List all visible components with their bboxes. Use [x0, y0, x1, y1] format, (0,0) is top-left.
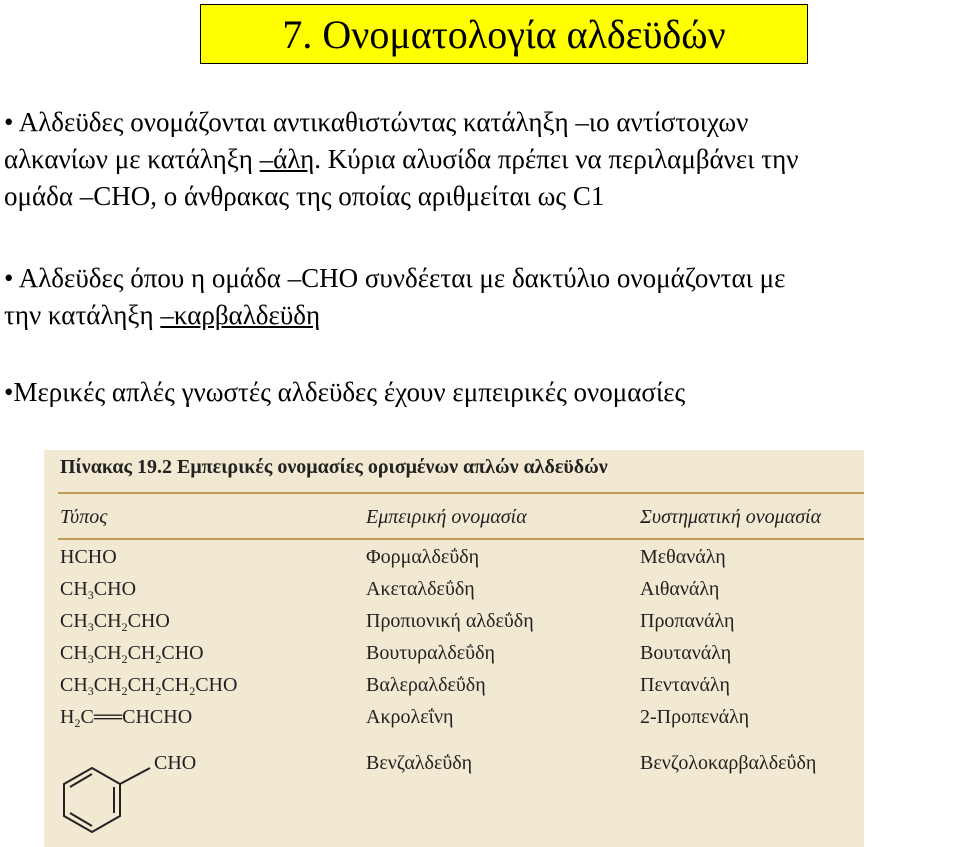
title-box — [200, 4, 808, 64]
systematic-name-cell: Αιθανάλη — [640, 578, 720, 600]
bullet-3 — [4, 374, 956, 411]
formula-subscript: 3 — [87, 620, 94, 634]
formula-part: CHO — [161, 642, 204, 664]
formula-subscript: 3 — [87, 684, 94, 698]
formula-part: CH — [93, 642, 122, 664]
formula-part: CH — [60, 674, 88, 696]
header-type: Τύπος — [60, 506, 108, 528]
bullet-1 — [4, 104, 956, 215]
formula-part: C══CHCHO — [80, 706, 193, 728]
bullet-1-text-2b: . Κύρια αλυσίδα πρέπει να περιλαμβάνει την — [314, 144, 799, 174]
table-top-rule — [58, 492, 864, 494]
empirical-name-cell: Βουτυραλδεΰδη — [366, 642, 495, 664]
suffix-ali: –άλη — [259, 144, 315, 174]
systematic-name-cell: Μεθανάλη — [640, 546, 726, 568]
formula-part: CH — [60, 642, 88, 664]
benzene-ring-icon — [58, 750, 158, 847]
bullet-2-line-2 — [4, 297, 956, 334]
formula-part: CH — [127, 642, 156, 664]
formula-cell — [60, 642, 204, 665]
formula-part: CH — [93, 674, 122, 696]
formula-subscript: 2 — [121, 620, 128, 634]
systematic-name-cell: Βενζολοκαρβαλδεΰδη — [640, 752, 817, 774]
formula-cell — [60, 610, 170, 633]
bullet-2-line-1 — [4, 260, 956, 297]
formula-part: CH — [60, 578, 88, 600]
empirical-name-cell: Προπιονική αλδεΰδη — [366, 610, 534, 632]
formula-subscript: 2 — [189, 684, 196, 698]
formula-part: CHO — [93, 578, 137, 600]
formula-part: CH — [127, 674, 156, 696]
formula-part: CH — [93, 610, 122, 632]
bullet-marker: • — [4, 377, 14, 407]
formula-part: CHO — [195, 674, 238, 696]
bullet-2-text-1: Αλδεϋδες όπου η ομάδα –CHO συνδέεται με δακτύλιο ονομάζονται με — [18, 263, 786, 293]
bullet-1-line-2 — [4, 141, 956, 178]
bullet-3-text: Μερικές απλές γνωστές αλδεϋδες έχουν εμπειρικές ονομασίες — [13, 377, 686, 407]
formula-part: CH — [161, 674, 190, 696]
table-header-rule — [58, 538, 864, 540]
formula-cell: CHO — [154, 752, 197, 774]
bullet-marker: • — [4, 107, 14, 137]
systematic-name-cell: 2-Προπενάλη — [640, 706, 750, 728]
formula-cell — [60, 706, 192, 729]
header-systematic: Συστηματική ονομασία — [640, 506, 822, 528]
empirical-name-cell: Ακρολεΐνη — [366, 706, 454, 728]
empirical-name-cell: Βενζαλδεΰδη — [366, 752, 473, 774]
empirical-name-cell: Φορμαλδεΰδη — [366, 546, 480, 568]
empirical-name-cell: Ακεταλδεΰδη — [366, 578, 475, 600]
empirical-name-cell: Βαλεραλδεΰδη — [366, 674, 486, 696]
formula-cell — [60, 546, 117, 569]
bullet-1-text-1: Αλδεϋδες ονομάζονται αντικαθιστώντας κατάληξη –ιο αντίστοιχων — [18, 107, 749, 137]
bullet-1-text-2a: αλκανίων με κατάληξη — [4, 144, 260, 174]
aldehyde-names-table — [44, 450, 864, 847]
bullet-2 — [4, 260, 956, 334]
header-empirical: Εμπειρική ονομασία — [366, 506, 527, 528]
suffix-karbaldeydi: –καρβαλδεϋδη — [160, 300, 321, 330]
formula-part: HCHO — [60, 546, 117, 568]
table-caption: Πίνακας 19.2 Εμπειρικές ονομασίες ορισμένων απλών αλδεϋδών — [60, 456, 608, 478]
formula-part: CHO — [127, 610, 170, 632]
formula-subscript: 2 — [121, 652, 128, 666]
bullet-marker: • — [4, 263, 14, 293]
bullet-1-line-1 — [4, 104, 956, 141]
systematic-name-cell: Πεντανάλη — [640, 674, 730, 696]
formula-subscript: 2 — [155, 652, 162, 666]
formula-part: CH — [60, 610, 88, 632]
formula-cell — [60, 578, 136, 601]
formula-subscript: 2 — [155, 684, 162, 698]
formula-subscript: 3 — [87, 652, 94, 666]
bullet-1-text-3: ομάδα –CHO, ο άνθρακας της οποίας αριθμείται ως C1 — [4, 181, 605, 211]
page-title: 7. Ονοματολογία αλδεϋδών — [282, 11, 726, 57]
formula-subscript: 2 — [121, 684, 128, 698]
formula-subscript: 3 — [87, 588, 94, 602]
systematic-name-cell: Προπανάλη — [640, 610, 735, 632]
formula-subscript: 2 — [74, 716, 81, 730]
formula-part: H — [60, 706, 75, 728]
bullet-2-text-2a: την κατάληξη — [4, 300, 161, 330]
formula-cell — [60, 674, 237, 697]
bullet-1-line-3 — [4, 178, 956, 215]
systematic-name-cell: Βουτανάλη — [640, 642, 732, 664]
